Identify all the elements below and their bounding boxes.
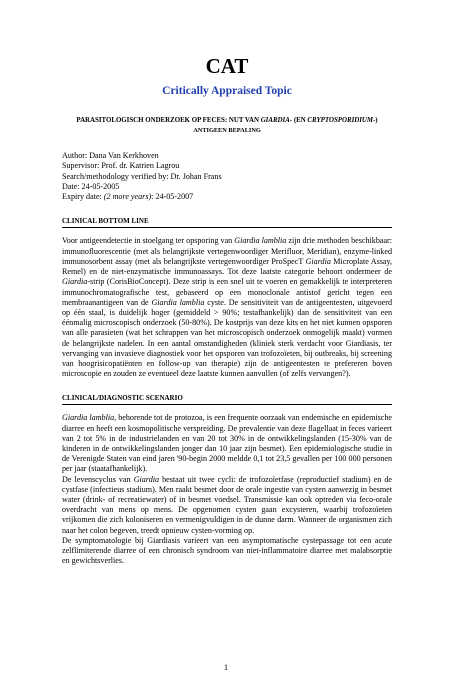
topic-part: PARASITOLOGISCH ONDERZOEK OP FECES: NUT VAN <box>76 117 261 124</box>
scenario-paragraph <box>62 475 392 536</box>
expiry-label: Expiry date: <box>62 192 104 202</box>
author-line: Author: Dana Van Kerkhoven <box>62 151 159 160</box>
text-run: Voor antigeendetectie in stoelgang ter opsporing van <box>62 236 235 246</box>
organism-name: Giardia lamblia <box>151 297 205 307</box>
organism-name: Giardia <box>133 474 160 484</box>
doc-subtitle: Critically Appraised Topic <box>162 85 292 97</box>
text-run: zijn drie methoden beschikbaar: immunofluorescentie (met als belangrijkste vertegenwoordiger Merifluor, Meridian), enzyme-linked immunosorbent assay (met als belangrijkste vertegenwoordiger ProSpecT <box>62 236 392 266</box>
organism-name: Giardia <box>62 277 88 287</box>
topic-part: - (EN <box>289 117 308 124</box>
text-run: cyste. De sensitiviteit van de antigeentesten, uitgevoerd op één staal, is duidelijk hoger (gemiddeld > 90%; testafhankelijk) dan de sensitiviteit van een éénmalig microscopisch onderzoek (50-80%). De kostprijs van deze kits en het niet kunnen opsporen van alle parasieten (wat het schrappen van het microscopisch onderzoek onmogelijk maakt) vormen de belangrijkste nadelen. In een aantal omstandigheden (kliniek sterk verdacht voor Giardiasis, ter vervanging van invasieve diagnostiek voor het opsporen van trofozoïeten, bij outbreaks, bij screening van hoogrisicopatiënten en follow-up van therapie) zijn de antigeentesten te prefereren boven microscopie en zouden ze eventueel deze laatste kunnen aanvullen (of zelfs vervangen?). <box>62 297 392 379</box>
bottom-line-paragraph <box>62 236 392 379</box>
text-run: -strip (CorisBioConcept). Deze strip is een snel uit te voeren en gemakkelijk te interpreteren immunochromatografische test, gebaseerd op een monoclonale antistof gericht tegen een membraanantigeen van de <box>62 277 392 307</box>
text-run: De levenscyclus van <box>62 474 134 484</box>
expiry-date: : 24-05-2007 <box>151 192 194 202</box>
scenario-paragraph <box>62 413 392 474</box>
topic-title <box>62 116 392 126</box>
section-heading-bottom-line: CLINICAL BOTTOM LINE <box>62 216 392 228</box>
document-page <box>0 54 452 694</box>
topic-giardia: GIARDIA <box>260 117 290 124</box>
organism-name: Giardia lamblia <box>234 236 287 246</box>
topic-title-line2: ANTIGEEN BEPALING <box>193 127 261 134</box>
scenario-paragraph: De symptomatologie bij Giardiasis varieert van een asymptomatische cystepassage tot een acute zelflimiterende diarree of een chronisch syndroom van niet-inflammatoire diarree met malabsorptie en gewichtsverlies. <box>62 535 392 566</box>
doc-title: CAT <box>205 54 249 78</box>
expiry-line <box>62 192 392 202</box>
topic-part: -) <box>373 117 378 124</box>
text-run: Microplate Assay, Remel) en de niet-enzymatische immunoassays. Tot deze laatste categorie behoort ondermeer de <box>62 256 392 277</box>
expiry-note: (2 more years) <box>103 192 152 202</box>
organism-name: Giardia <box>305 256 331 266</box>
topic-crypto: CRYPTOSPORIDIUM <box>307 117 374 124</box>
date-line: Date: 24-05-2005 <box>62 181 120 191</box>
text-run: bestaat uit twee cycli: de trofozoïetfase (reproductief stadium) en de cystfase (infectieus stadium). Men raakt besmet door de orale ingestie van cysten aanwezig in besmet water (drink- of recreatiewater) of in besmet voedsel. Transmissie kan ook optreden via feco-orale overdracht van mens op mens. De opgenomen cysten gaan excysteren, waarbij trofozoïeten vrijkomen die zich koloniseren en vermenigvuldigen in de dunne darm. Wanneer de organismen zich naar het colon begeven, treedt opnieuw cysten-vorming op. <box>62 474 392 535</box>
author-block <box>62 151 392 202</box>
text-run: , behorende tot de protozoa, is een frequente oorzaak van endemische en epidemische diarree en heeft een kosmopolitische verspreiding. De prevalentie van deze flagellaat in feces varieert van 2 tot 5% in de industrielanden en van 20 tot 30% in de ontwikkelingslanden (15-30% van de kinderen in de ontwikkelingslanden jonger dan 10 jaar zijn besmet). Een epidemiologische studie in de Verenigde Staten van eind jaren '90-begin 2000 meldde 0,1 tot 23,5 gevallen per 100 000 personen per jaar (staatafhankelijk). <box>62 413 392 474</box>
section-heading-scenario: CLINICAL/DIAGNOSTIC SCENARIO <box>62 393 392 405</box>
supervisor-line: Supervisor: Prof. dr. Katrien Lagrou <box>62 161 180 171</box>
scenario-text <box>62 413 392 566</box>
organism-name: Giardia lamblia <box>62 413 115 423</box>
verified-line: Search/methodology verified by: Dr. Johan Frans <box>62 171 222 181</box>
page-number: 1 <box>223 662 229 672</box>
